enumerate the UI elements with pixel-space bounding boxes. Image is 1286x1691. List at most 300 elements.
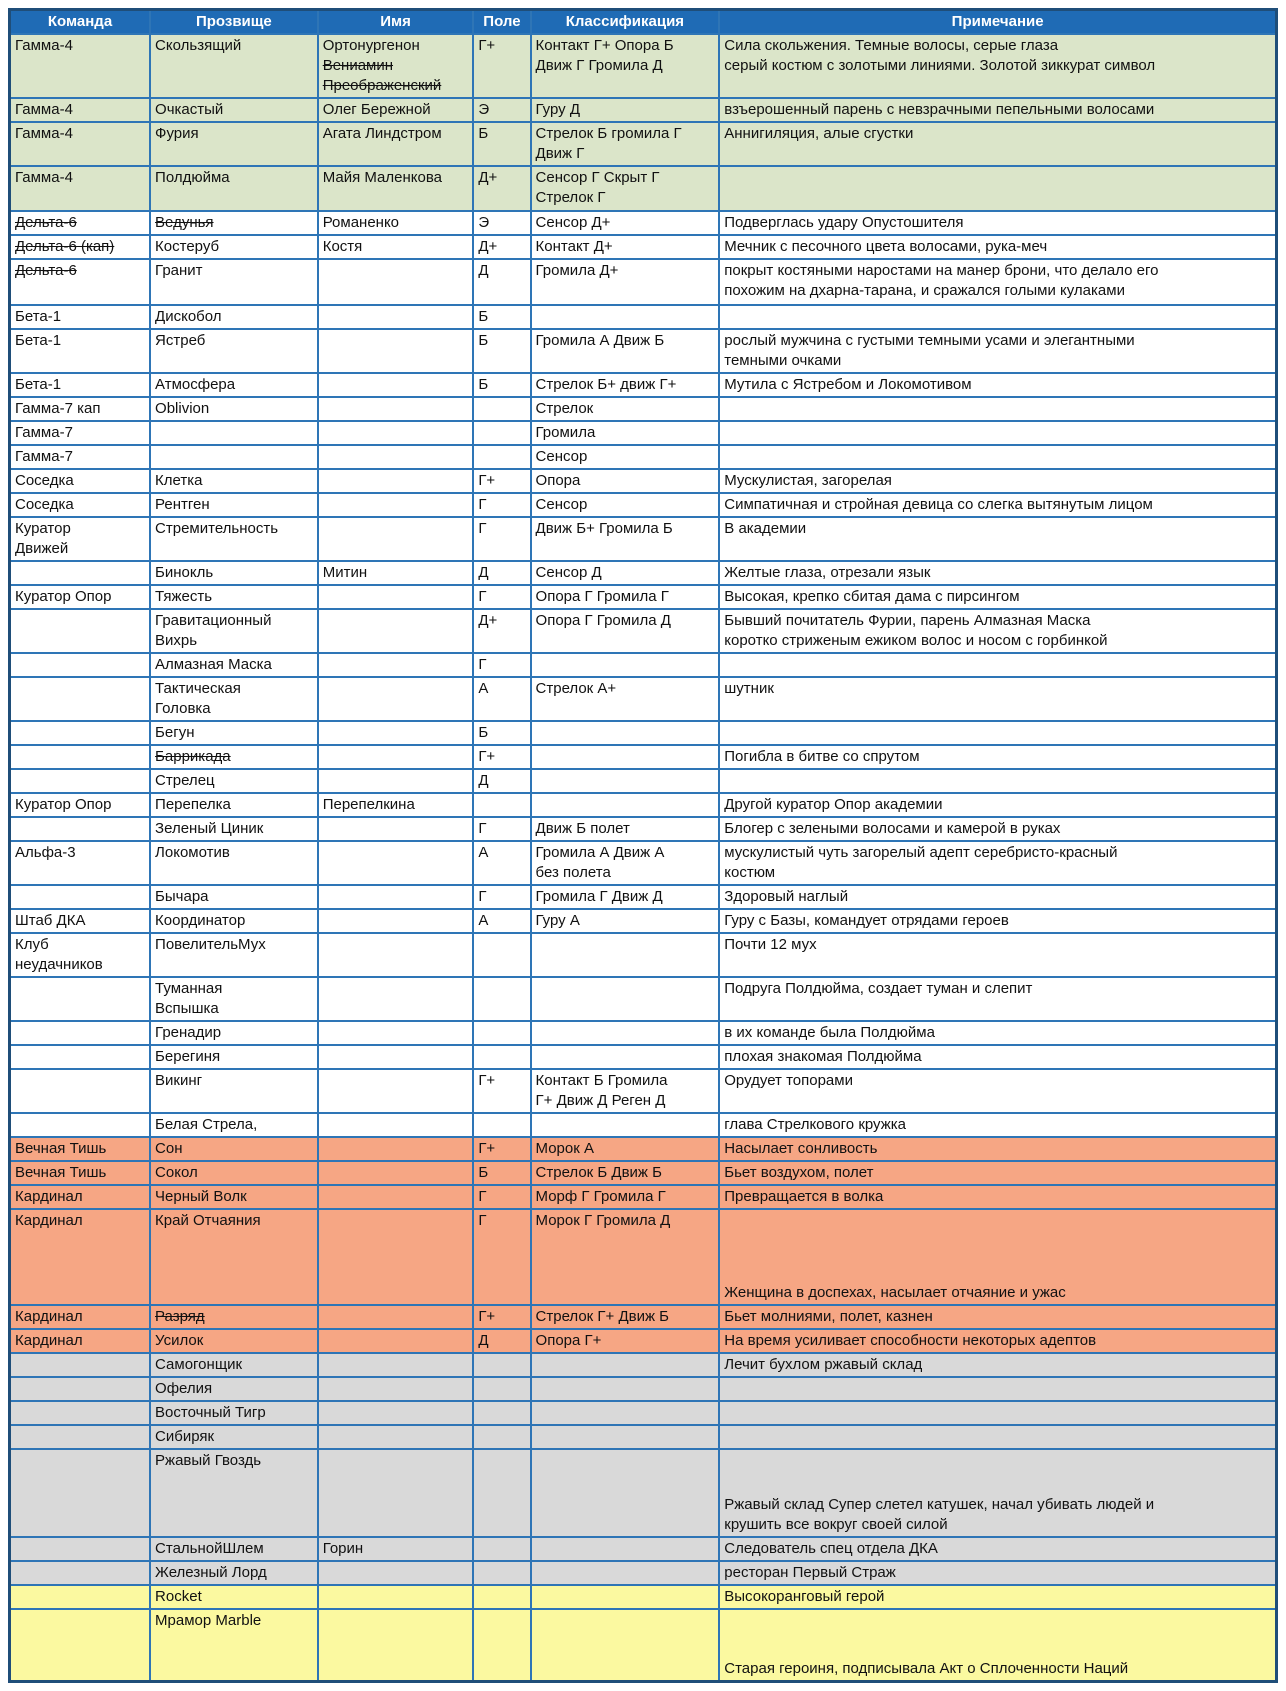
cell-note[interactable] — [719, 259, 1276, 305]
cell-name[interactable] — [318, 493, 474, 517]
cell-nickname[interactable] — [150, 1113, 318, 1137]
cell-note[interactable] — [719, 721, 1276, 745]
cell-class[interactable] — [531, 1425, 720, 1449]
cell-nickname[interactable] — [150, 609, 318, 653]
cell-nickname[interactable] — [150, 122, 318, 166]
column-header-0[interactable]: Команда — [10, 10, 151, 35]
cell-class[interactable] — [531, 841, 720, 885]
cell-name[interactable] — [318, 211, 474, 235]
cell-name[interactable] — [318, 745, 474, 769]
cell-field[interactable] — [473, 373, 530, 397]
cell-note[interactable] — [719, 1329, 1276, 1353]
cell-note[interactable] — [719, 1401, 1276, 1425]
cell-name[interactable] — [318, 1161, 474, 1185]
cell-note[interactable] — [719, 517, 1276, 561]
cell-class[interactable] — [531, 166, 720, 211]
cell-nickname[interactable] — [150, 769, 318, 793]
cell-class[interactable] — [531, 653, 720, 677]
cell-name[interactable] — [318, 397, 474, 421]
cell-note[interactable] — [719, 1377, 1276, 1401]
cell-name[interactable] — [318, 977, 474, 1021]
cell-field[interactable] — [473, 166, 530, 211]
cell-class[interactable] — [531, 1377, 720, 1401]
cell-nickname[interactable] — [150, 977, 318, 1021]
cell-nickname[interactable] — [150, 653, 318, 677]
cell-note[interactable] — [719, 841, 1276, 885]
cell-team[interactable] — [10, 1449, 151, 1537]
cell-nickname[interactable] — [150, 793, 318, 817]
cell-class[interactable] — [531, 421, 720, 445]
cell-team[interactable] — [10, 397, 151, 421]
cell-note[interactable] — [719, 1353, 1276, 1377]
cell-nickname[interactable] — [150, 1609, 318, 1681]
cell-team[interactable] — [10, 469, 151, 493]
cell-name[interactable] — [318, 1185, 474, 1209]
cell-name[interactable] — [318, 1209, 474, 1305]
cell-note[interactable] — [719, 329, 1276, 373]
cell-class[interactable] — [531, 933, 720, 977]
column-header-4[interactable]: Классификация — [531, 10, 720, 35]
cell-field[interactable] — [473, 1609, 530, 1681]
cell-team[interactable] — [10, 373, 151, 397]
cell-note[interactable] — [719, 909, 1276, 933]
cell-nickname[interactable] — [150, 469, 318, 493]
cell-name[interactable] — [318, 793, 474, 817]
cell-nickname[interactable] — [150, 421, 318, 445]
column-header-5[interactable]: Примечание — [719, 10, 1276, 35]
cell-nickname[interactable] — [150, 1377, 318, 1401]
cell-name[interactable] — [318, 653, 474, 677]
cell-field[interactable] — [473, 445, 530, 469]
cell-team[interactable] — [10, 1137, 151, 1161]
cell-field[interactable] — [473, 1305, 530, 1329]
cell-nickname[interactable] — [150, 1021, 318, 1045]
cell-note[interactable] — [719, 445, 1276, 469]
cell-team[interactable] — [10, 653, 151, 677]
cell-team[interactable] — [10, 1537, 151, 1561]
cell-class[interactable] — [531, 609, 720, 653]
cell-nickname[interactable] — [150, 166, 318, 211]
cell-name[interactable] — [318, 34, 474, 98]
cell-team[interactable] — [10, 445, 151, 469]
cell-name[interactable] — [318, 305, 474, 329]
cell-team[interactable] — [10, 677, 151, 721]
cell-nickname[interactable] — [150, 235, 318, 259]
cell-name[interactable] — [318, 329, 474, 373]
cell-field[interactable] — [473, 421, 530, 445]
cell-field[interactable] — [473, 841, 530, 885]
cell-nickname[interactable] — [150, 817, 318, 841]
cell-note[interactable] — [719, 1045, 1276, 1069]
cell-nickname[interactable] — [150, 721, 318, 745]
cell-note[interactable] — [719, 166, 1276, 211]
cell-field[interactable] — [473, 585, 530, 609]
cell-name[interactable] — [318, 585, 474, 609]
cell-name[interactable] — [318, 166, 474, 211]
cell-note[interactable] — [719, 421, 1276, 445]
cell-team[interactable] — [10, 34, 151, 98]
cell-team[interactable] — [10, 1185, 151, 1209]
cell-field[interactable] — [473, 305, 530, 329]
cell-note[interactable] — [719, 98, 1276, 122]
cell-team[interactable] — [10, 305, 151, 329]
cell-team[interactable] — [10, 609, 151, 653]
cell-team[interactable] — [10, 585, 151, 609]
cell-field[interactable] — [473, 493, 530, 517]
cell-team[interactable] — [10, 933, 151, 977]
cell-note[interactable] — [719, 745, 1276, 769]
cell-team[interactable] — [10, 122, 151, 166]
cell-class[interactable] — [531, 745, 720, 769]
cell-name[interactable] — [318, 1329, 474, 1353]
cell-team[interactable] — [10, 1377, 151, 1401]
cell-team[interactable] — [10, 1401, 151, 1425]
cell-field[interactable] — [473, 1137, 530, 1161]
cell-field[interactable] — [473, 793, 530, 817]
cell-field[interactable] — [473, 769, 530, 793]
cell-note[interactable] — [719, 817, 1276, 841]
cell-class[interactable] — [531, 1561, 720, 1585]
cell-class[interactable] — [531, 721, 720, 745]
cell-class[interactable] — [531, 817, 720, 841]
cell-nickname[interactable] — [150, 1401, 318, 1425]
cell-team[interactable] — [10, 1021, 151, 1045]
cell-field[interactable] — [473, 122, 530, 166]
cell-nickname[interactable] — [150, 745, 318, 769]
cell-note[interactable] — [719, 1069, 1276, 1113]
cell-field[interactable] — [473, 1561, 530, 1585]
cell-field[interactable] — [473, 1585, 530, 1609]
cell-class[interactable] — [531, 259, 720, 305]
cell-note[interactable] — [719, 769, 1276, 793]
cell-class[interactable] — [531, 1329, 720, 1353]
cell-team[interactable] — [10, 1113, 151, 1137]
cell-note[interactable] — [719, 653, 1276, 677]
cell-nickname[interactable] — [150, 397, 318, 421]
cell-field[interactable] — [473, 1113, 530, 1137]
cell-note[interactable] — [719, 305, 1276, 329]
cell-team[interactable] — [10, 1045, 151, 1069]
cell-field[interactable] — [473, 817, 530, 841]
cell-field[interactable] — [473, 259, 530, 305]
cell-field[interactable] — [473, 34, 530, 98]
cell-team[interactable] — [10, 1305, 151, 1329]
cell-name[interactable] — [318, 98, 474, 122]
cell-nickname[interactable] — [150, 98, 318, 122]
cell-class[interactable] — [531, 677, 720, 721]
cell-name[interactable] — [318, 721, 474, 745]
cell-class[interactable] — [531, 793, 720, 817]
cell-name[interactable] — [318, 885, 474, 909]
cell-team[interactable] — [10, 1561, 151, 1585]
cell-name[interactable] — [318, 421, 474, 445]
cell-nickname[interactable] — [150, 1045, 318, 1069]
cell-class[interactable] — [531, 329, 720, 373]
cell-note[interactable] — [719, 469, 1276, 493]
cell-name[interactable] — [318, 1137, 474, 1161]
cell-field[interactable] — [473, 561, 530, 585]
cell-note[interactable] — [719, 493, 1276, 517]
cell-field[interactable] — [473, 469, 530, 493]
cell-nickname[interactable] — [150, 1585, 318, 1609]
cell-nickname[interactable] — [150, 1069, 318, 1113]
cell-team[interactable] — [10, 166, 151, 211]
cell-team[interactable] — [10, 841, 151, 885]
cell-name[interactable] — [318, 909, 474, 933]
cell-note[interactable] — [719, 1609, 1276, 1681]
cell-team[interactable] — [10, 259, 151, 305]
cell-class[interactable] — [531, 1113, 720, 1137]
cell-field[interactable] — [473, 677, 530, 721]
cell-field[interactable] — [473, 211, 530, 235]
cell-class[interactable] — [531, 1609, 720, 1681]
cell-field[interactable] — [473, 1161, 530, 1185]
cell-name[interactable] — [318, 841, 474, 885]
cell-note[interactable] — [719, 122, 1276, 166]
cell-team[interactable] — [10, 1069, 151, 1113]
cell-field[interactable] — [473, 1537, 530, 1561]
cell-note[interactable] — [719, 1113, 1276, 1137]
cell-field[interactable] — [473, 1401, 530, 1425]
cell-note[interactable] — [719, 1561, 1276, 1585]
cell-name[interactable] — [318, 1425, 474, 1449]
cell-team[interactable] — [10, 235, 151, 259]
cell-class[interactable] — [531, 1045, 720, 1069]
cell-team[interactable] — [10, 517, 151, 561]
cell-nickname[interactable] — [150, 909, 318, 933]
cell-nickname[interactable] — [150, 885, 318, 909]
cell-nickname[interactable] — [150, 1137, 318, 1161]
cell-field[interactable] — [473, 397, 530, 421]
column-header-3[interactable]: Поле — [473, 10, 530, 35]
cell-note[interactable] — [719, 397, 1276, 421]
cell-name[interactable] — [318, 561, 474, 585]
cell-name[interactable] — [318, 1305, 474, 1329]
cell-note[interactable] — [719, 1137, 1276, 1161]
cell-class[interactable] — [531, 1585, 720, 1609]
cell-class[interactable] — [531, 469, 720, 493]
cell-field[interactable] — [473, 1209, 530, 1305]
cell-note[interactable] — [719, 1185, 1276, 1209]
cell-note[interactable] — [719, 373, 1276, 397]
cell-nickname[interactable] — [150, 445, 318, 469]
cell-name[interactable] — [318, 517, 474, 561]
cell-note[interactable] — [719, 34, 1276, 98]
cell-team[interactable] — [10, 909, 151, 933]
cell-nickname[interactable] — [150, 1305, 318, 1329]
cell-name[interactable] — [318, 469, 474, 493]
cell-team[interactable] — [10, 1161, 151, 1185]
cell-class[interactable] — [531, 211, 720, 235]
cell-name[interactable] — [318, 259, 474, 305]
cell-name[interactable] — [318, 1045, 474, 1069]
cell-name[interactable] — [318, 1353, 474, 1377]
cell-field[interactable] — [473, 1021, 530, 1045]
cell-class[interactable] — [531, 1449, 720, 1537]
cell-class[interactable] — [531, 585, 720, 609]
cell-class[interactable] — [531, 561, 720, 585]
cell-class[interactable] — [531, 1353, 720, 1377]
cell-nickname[interactable] — [150, 211, 318, 235]
cell-name[interactable] — [318, 1021, 474, 1045]
cell-name[interactable] — [318, 373, 474, 397]
cell-class[interactable] — [531, 909, 720, 933]
column-header-2[interactable]: Имя — [318, 10, 474, 35]
cell-class[interactable] — [531, 517, 720, 561]
cell-team[interactable] — [10, 1425, 151, 1449]
cell-team[interactable] — [10, 1329, 151, 1353]
cell-nickname[interactable] — [150, 561, 318, 585]
cell-class[interactable] — [531, 1161, 720, 1185]
cell-nickname[interactable] — [150, 1353, 318, 1377]
cell-team[interactable] — [10, 329, 151, 373]
cell-note[interactable] — [719, 1161, 1276, 1185]
cell-team[interactable] — [10, 977, 151, 1021]
cell-note[interactable] — [719, 1449, 1276, 1537]
cell-note[interactable] — [719, 677, 1276, 721]
cell-field[interactable] — [473, 1185, 530, 1209]
cell-field[interactable] — [473, 98, 530, 122]
cell-class[interactable] — [531, 1209, 720, 1305]
cell-class[interactable] — [531, 445, 720, 469]
cell-team[interactable] — [10, 793, 151, 817]
cell-field[interactable] — [473, 909, 530, 933]
cell-note[interactable] — [719, 885, 1276, 909]
cell-field[interactable] — [473, 329, 530, 373]
cell-nickname[interactable] — [150, 1209, 318, 1305]
cell-field[interactable] — [473, 1449, 530, 1537]
cell-field[interactable] — [473, 721, 530, 745]
cell-nickname[interactable] — [150, 677, 318, 721]
cell-note[interactable] — [719, 585, 1276, 609]
cell-class[interactable] — [531, 305, 720, 329]
cell-nickname[interactable] — [150, 585, 318, 609]
cell-nickname[interactable] — [150, 517, 318, 561]
cell-class[interactable] — [531, 1537, 720, 1561]
cell-field[interactable] — [473, 653, 530, 677]
cell-name[interactable] — [318, 1561, 474, 1585]
cell-note[interactable] — [719, 1537, 1276, 1561]
cell-note[interactable] — [719, 1425, 1276, 1449]
cell-nickname[interactable] — [150, 34, 318, 98]
cell-note[interactable] — [719, 933, 1276, 977]
cell-name[interactable] — [318, 122, 474, 166]
cell-name[interactable] — [318, 817, 474, 841]
cell-team[interactable] — [10, 561, 151, 585]
cell-field[interactable] — [473, 609, 530, 653]
cell-note[interactable] — [719, 235, 1276, 259]
cell-name[interactable] — [318, 769, 474, 793]
cell-field[interactable] — [473, 1069, 530, 1113]
cell-team[interactable] — [10, 493, 151, 517]
cell-nickname[interactable] — [150, 493, 318, 517]
cell-field[interactable] — [473, 885, 530, 909]
cell-nickname[interactable] — [150, 1449, 318, 1537]
cell-team[interactable] — [10, 1209, 151, 1305]
cell-nickname[interactable] — [150, 305, 318, 329]
cell-nickname[interactable] — [150, 1161, 318, 1185]
cell-note[interactable] — [719, 1209, 1276, 1305]
cell-name[interactable] — [318, 445, 474, 469]
cell-nickname[interactable] — [150, 1185, 318, 1209]
cell-field[interactable] — [473, 1045, 530, 1069]
cell-team[interactable] — [10, 421, 151, 445]
cell-field[interactable] — [473, 1353, 530, 1377]
cell-nickname[interactable] — [150, 1425, 318, 1449]
cell-name[interactable] — [318, 1377, 474, 1401]
cell-nickname[interactable] — [150, 259, 318, 305]
cell-nickname[interactable] — [150, 1537, 318, 1561]
cell-nickname[interactable] — [150, 1329, 318, 1353]
cell-team[interactable] — [10, 1609, 151, 1681]
cell-name[interactable] — [318, 1113, 474, 1137]
cell-team[interactable] — [10, 1353, 151, 1377]
cell-class[interactable] — [531, 373, 720, 397]
cell-team[interactable] — [10, 211, 151, 235]
cell-note[interactable] — [719, 977, 1276, 1021]
cell-class[interactable] — [531, 1137, 720, 1161]
cell-name[interactable] — [318, 1401, 474, 1425]
cell-nickname[interactable] — [150, 329, 318, 373]
cell-team[interactable] — [10, 885, 151, 909]
cell-note[interactable] — [719, 609, 1276, 653]
cell-team[interactable] — [10, 721, 151, 745]
cell-nickname[interactable] — [150, 933, 318, 977]
cell-class[interactable] — [531, 1305, 720, 1329]
cell-nickname[interactable] — [150, 373, 318, 397]
cell-class[interactable] — [531, 493, 720, 517]
cell-class[interactable] — [531, 34, 720, 98]
cell-class[interactable] — [531, 769, 720, 793]
cell-name[interactable] — [318, 933, 474, 977]
cell-class[interactable] — [531, 977, 720, 1021]
cell-team[interactable] — [10, 745, 151, 769]
cell-name[interactable] — [318, 1449, 474, 1537]
cell-class[interactable] — [531, 98, 720, 122]
cell-team[interactable] — [10, 98, 151, 122]
cell-field[interactable] — [473, 745, 530, 769]
cell-nickname[interactable] — [150, 1561, 318, 1585]
cell-name[interactable] — [318, 1609, 474, 1681]
cell-field[interactable] — [473, 1329, 530, 1353]
cell-name[interactable] — [318, 1069, 474, 1113]
cell-class[interactable] — [531, 397, 720, 421]
cell-class[interactable] — [531, 1069, 720, 1113]
cell-class[interactable] — [531, 235, 720, 259]
column-header-1[interactable]: Прозвище — [150, 10, 318, 35]
cell-name[interactable] — [318, 609, 474, 653]
cell-note[interactable] — [719, 1021, 1276, 1045]
cell-team[interactable] — [10, 817, 151, 841]
cell-note[interactable] — [719, 793, 1276, 817]
cell-class[interactable] — [531, 885, 720, 909]
cell-field[interactable] — [473, 977, 530, 1021]
cell-class[interactable] — [531, 1021, 720, 1045]
cell-name[interactable] — [318, 677, 474, 721]
cell-note[interactable] — [719, 1585, 1276, 1609]
cell-field[interactable] — [473, 517, 530, 561]
cell-field[interactable] — [473, 1377, 530, 1401]
cell-name[interactable] — [318, 1537, 474, 1561]
cell-note[interactable] — [719, 561, 1276, 585]
cell-class[interactable] — [531, 1401, 720, 1425]
cell-field[interactable] — [473, 235, 530, 259]
cell-field[interactable] — [473, 933, 530, 977]
cell-class[interactable] — [531, 1185, 720, 1209]
cell-team[interactable] — [10, 1585, 151, 1609]
cell-class[interactable] — [531, 122, 720, 166]
cell-name[interactable] — [318, 235, 474, 259]
